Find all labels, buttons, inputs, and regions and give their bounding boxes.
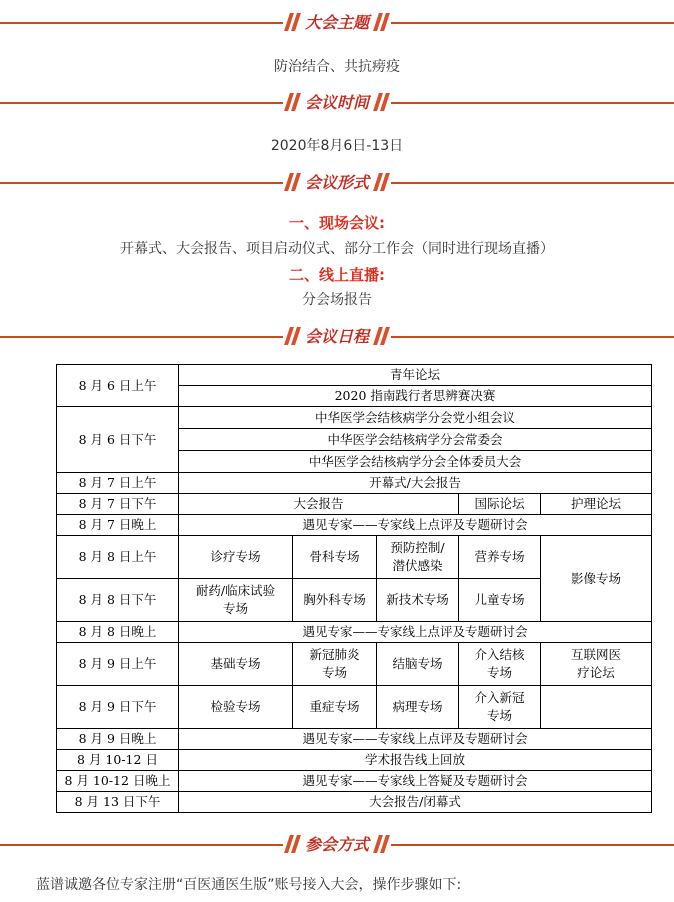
date-cell: 8 月 8 日晚上 [57, 622, 179, 643]
session-cell [541, 643, 652, 686]
date-cell: 8 月 10-12 日 [57, 750, 179, 771]
session-cell [459, 686, 541, 729]
date-cell: 8 月 10-12 日晚上 [57, 771, 179, 792]
session-cell: 中华医学会结核病学分会常委会 [179, 429, 652, 451]
section-header-schedule [0, 322, 674, 352]
session-cell: 学术报告线上回放 [179, 750, 652, 771]
session-cell: 遇见专家——专家线上点评及专题研讨会 [179, 729, 652, 750]
session-cell: 遇见专家——专家线上点评及专题研讨会 [179, 622, 652, 643]
table-row [57, 686, 652, 729]
session-cell: 国际论坛 [459, 494, 541, 515]
date-cell: 8 月 9 日下午 [57, 686, 179, 729]
onsite-text: 开幕式、大会报告、项目启动仪式、部分工作会（同时进行现场直播） [120, 241, 554, 257]
session-cell: 重症专场 [293, 686, 377, 729]
onsite-label: 一、现场会议: [289, 214, 385, 232]
cell-line: 耐药/临床试验 [195, 583, 276, 598]
date-cell: 8 月 7 日下午 [57, 494, 179, 515]
session-cell: 新技术专场 [377, 579, 459, 622]
session-cell: 遇见专家——专家线上点评及专题研讨会 [179, 515, 652, 536]
cell-line: 互联网医 [571, 647, 622, 662]
cell-line: 专场 [222, 601, 248, 616]
online-label: 二、线上直播: [289, 266, 385, 284]
session-cell: 骨科专场 [293, 536, 377, 579]
schedule-table [56, 364, 652, 813]
session-cell: 遇见专家——专家线上答疑及专题研讨会 [179, 771, 652, 792]
join-instructions: 蓝谱诚邀各位专家注册“百医通医生版”账号接入大会，操作步骤如下: [36, 877, 462, 893]
section-title: 会议日程 [304, 327, 370, 346]
section-title: 会议形式 [304, 173, 370, 192]
cell-line: 专场 [321, 665, 347, 680]
table-row [57, 365, 652, 386]
cell-line: 专场 [486, 665, 512, 680]
header-title-box [283, 830, 391, 860]
session-cell: 病理专场 [377, 686, 459, 729]
session-cell: 影像专场 [541, 536, 652, 622]
table-row [57, 792, 652, 813]
session-cell: 胸外科专场 [293, 579, 377, 622]
date-cell: 8 月 9 日上午 [57, 643, 179, 686]
date-cell: 8 月 8 日上午 [57, 536, 179, 579]
header-title-box [283, 8, 391, 38]
date-cell: 8 月 6 日下午 [57, 407, 179, 473]
session-cell: 结脑专场 [377, 643, 459, 686]
session-cell: 大会报告 [179, 494, 459, 515]
table-row [57, 515, 652, 536]
time-text: 2020年8月6日-13日 [270, 138, 404, 154]
section-header-theme [0, 8, 674, 38]
section-header-join [0, 830, 674, 860]
session-cell: 大会报告/闭幕式 [179, 792, 652, 813]
session-cell: 诊疗专场 [179, 536, 293, 579]
session-cell: 中华医学会结核病学分会党小组会议 [179, 407, 652, 429]
table-row [57, 729, 652, 750]
cell-line: 介入结核 [474, 647, 525, 662]
session-cell [179, 579, 293, 622]
cell-line: 专场 [486, 708, 512, 723]
header-title-box [283, 88, 391, 118]
session-cell: 2020 指南践行者思辨赛决赛 [179, 386, 652, 407]
date-cell: 8 月 7 日上午 [57, 473, 179, 494]
section-header-time [0, 88, 674, 118]
date-cell: 8 月 6 日上午 [57, 365, 179, 407]
table-row [57, 771, 652, 792]
header-title-box [283, 168, 391, 198]
session-cell [459, 643, 541, 686]
date-cell: 8 月 7 日晚上 [57, 515, 179, 536]
section-header-format [0, 168, 674, 198]
date-cell: 8 月 8 日下午 [57, 579, 179, 622]
cell-line: 预防控制/ [390, 540, 445, 555]
session-cell: 营养专场 [459, 536, 541, 579]
table-row [57, 643, 652, 686]
table-row [57, 622, 652, 643]
cell-line: 新冠肺炎 [309, 647, 360, 662]
header-title-box [283, 322, 391, 352]
table-row [57, 750, 652, 771]
session-cell: 开幕式/大会报告 [179, 473, 652, 494]
session-cell: 护理论坛 [541, 494, 652, 515]
empty-cell [541, 686, 652, 729]
session-cell: 青年论坛 [179, 365, 652, 386]
cell-line: 潜伏感染 [392, 558, 443, 573]
date-cell: 8 月 9 日晚上 [57, 729, 179, 750]
section-title: 参会方式 [304, 835, 370, 854]
session-cell: 检验专场 [179, 686, 293, 729]
cell-line: 疗论坛 [577, 665, 615, 680]
cell-line: 介入新冠 [474, 690, 525, 705]
session-cell: 基础专场 [179, 643, 293, 686]
table-row [57, 473, 652, 494]
session-cell: 中华医学会结核病学分会全体委员大会 [179, 451, 652, 473]
session-cell [293, 643, 377, 686]
table-row [57, 494, 652, 515]
theme-text: 防治结合、共抗痨疫 [274, 59, 400, 75]
session-cell [377, 536, 459, 579]
date-cell: 8 月 13 日下午 [57, 792, 179, 813]
table-row [57, 407, 652, 429]
session-cell: 儿童专场 [459, 579, 541, 622]
section-title: 大会主题 [304, 13, 370, 32]
online-text: 分会场报告 [302, 292, 372, 308]
section-title: 会议时间 [304, 93, 370, 112]
table-row [57, 536, 652, 579]
